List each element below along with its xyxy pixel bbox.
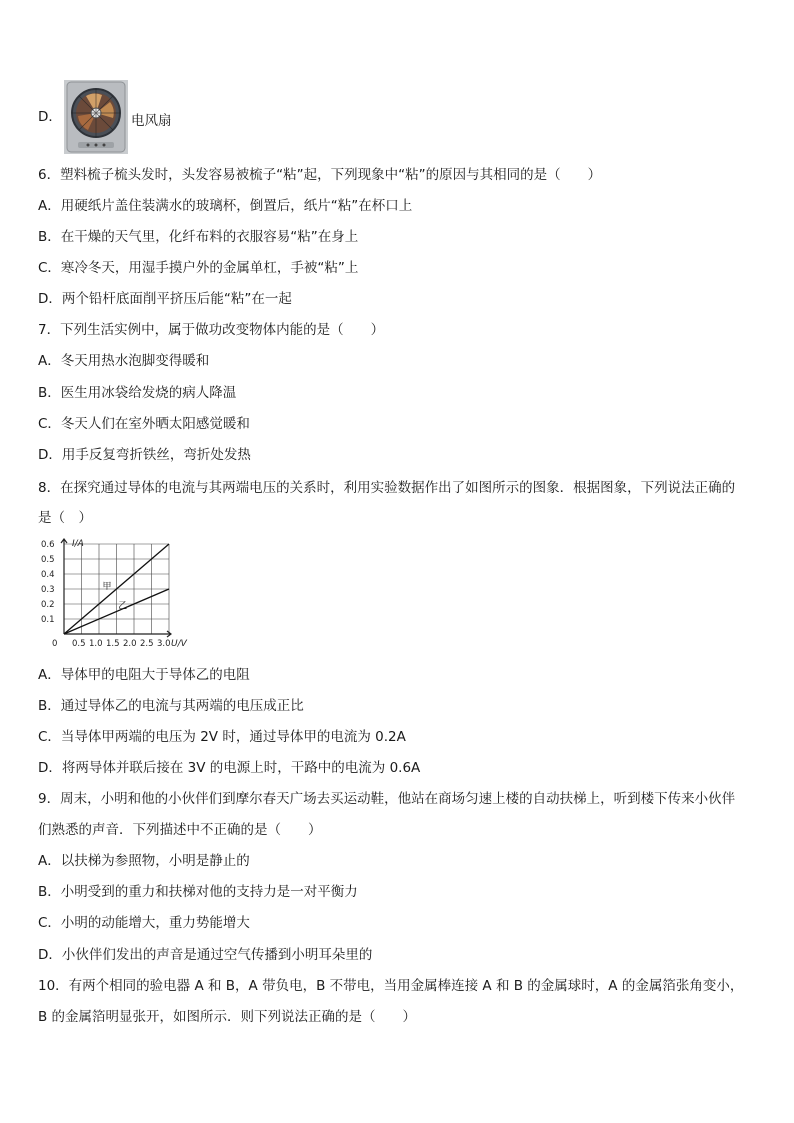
q9-option-c: C．小明的动能增大，重力势能增大 [38, 915, 250, 931]
x-axis-label: U/V [171, 639, 187, 649]
series-label-jia: 甲 [102, 582, 112, 592]
y-tick-label: 0.6 [41, 540, 55, 550]
x-tick-label: 1.5 [106, 639, 120, 649]
series-label-yi: 乙 [118, 601, 128, 612]
x-tick-label: 1.0 [89, 639, 103, 649]
x-tick-label: 3.0 [157, 639, 171, 649]
q8-option-c: C．当导体甲两端的电压为 2V 时，通过导体甲的电流为 0.2A [38, 729, 406, 745]
x-tick-label: 2.5 [140, 639, 154, 649]
y-tick-label: 0.4 [41, 570, 55, 580]
electric-fan-image [64, 80, 128, 154]
y-tick-label: 0.5 [41, 555, 55, 565]
q6-option-b: B．在干燥的天气里，化纤布料的衣服容易“粘”在身上 [38, 229, 359, 245]
q9-option-b: B．小明受到的重力和扶梯对他的支持力是一对平衡力 [38, 884, 358, 900]
q8-option-d: D．将两导体并联后接在 3V 的电源上时，干路中的电流为 0.6A [38, 760, 421, 776]
q10-stem-line2: B 的金属箔明显张开，如图所示．则下列说法正确的是（ ） [38, 1009, 417, 1025]
q7-option-c: C．冬天人们在室外晒太阳感觉暖和 [38, 416, 250, 432]
q9-stem-line2: 们熟悉的声音．下列描述中不正确的是（ ） [38, 822, 322, 838]
q6-option-c: C．寒冷冬天，用湿手摸户外的金属单杠，手被“粘”上 [38, 260, 359, 276]
q6-stem: 6．塑料梳子梳头发时，头发容易被梳子“粘”起，下列现象中“粘”的原因与其相同的是（ ） [38, 167, 602, 183]
q8-stem-line1: 8．在探究通过导体的电流与其两端电压的关系时，利用实验数据作出了如图所示的图象．根据图象，下列说法正确的 [38, 480, 736, 496]
q7-option-a: A．冬天用热水泡脚变得暖和 [38, 353, 210, 369]
x-tick-label: 0.5 [72, 639, 86, 649]
q8-option-a: A．导体甲的电阻大于导体乙的电阻 [38, 667, 250, 683]
q8-stem-line2: 是（ ） [38, 510, 92, 526]
iv-chart-svg [38, 538, 198, 650]
q10-stem-line1: 10．有两个相同的验电器 A 和 B，A 带负电，B 不带电，当用金属棒连接 A 和 B 的金属球时，A 的金属箔张角变小， [38, 978, 744, 994]
q9-option-d: D．小伙伴们发出的声音是通过空气传播到小明耳朵里的 [38, 947, 373, 963]
q9-stem-line1: 9．周末，小明和他的小伙伴们到摩尔春天广场去买运动鞋，他站在商场匀速上楼的自动扶梯上，听到楼下传来小伙伴 [38, 791, 736, 807]
x-tick-label: 2.0 [123, 639, 137, 649]
q8-option-b: B．通过导体乙的电流与其两端的电压成正比 [38, 698, 304, 714]
current-voltage-graph [38, 538, 198, 650]
y-tick-label: 0.3 [41, 585, 55, 595]
q7-option-d: D．用手反复弯折铁丝，弯折处发热 [38, 447, 251, 463]
q6-option-d: D．两个铅杆底面削平挤压后能“粘”在一起 [38, 291, 292, 307]
origin-label: 0 [52, 639, 58, 649]
y-tick-label: 0.1 [41, 615, 55, 625]
q5-option-d-prefix: D． [38, 109, 62, 125]
q6-option-a: A．用硬纸片盖住装满水的玻璃杯，倒置后，纸片“粘”在杯口上 [38, 198, 413, 214]
y-axis-label: I/A [72, 539, 84, 549]
q5-option-d-label: 电风扇 [131, 113, 172, 129]
q7-option-b: B．医生用冰袋给发烧的病人降温 [38, 385, 237, 401]
q7-stem: 7．下列生活实例中，属于做功改变物体内能的是（ ） [38, 322, 385, 338]
y-tick-label: 0.2 [41, 600, 55, 610]
q9-option-a: A．以扶梯为参照物，小明是静止的 [38, 853, 250, 869]
